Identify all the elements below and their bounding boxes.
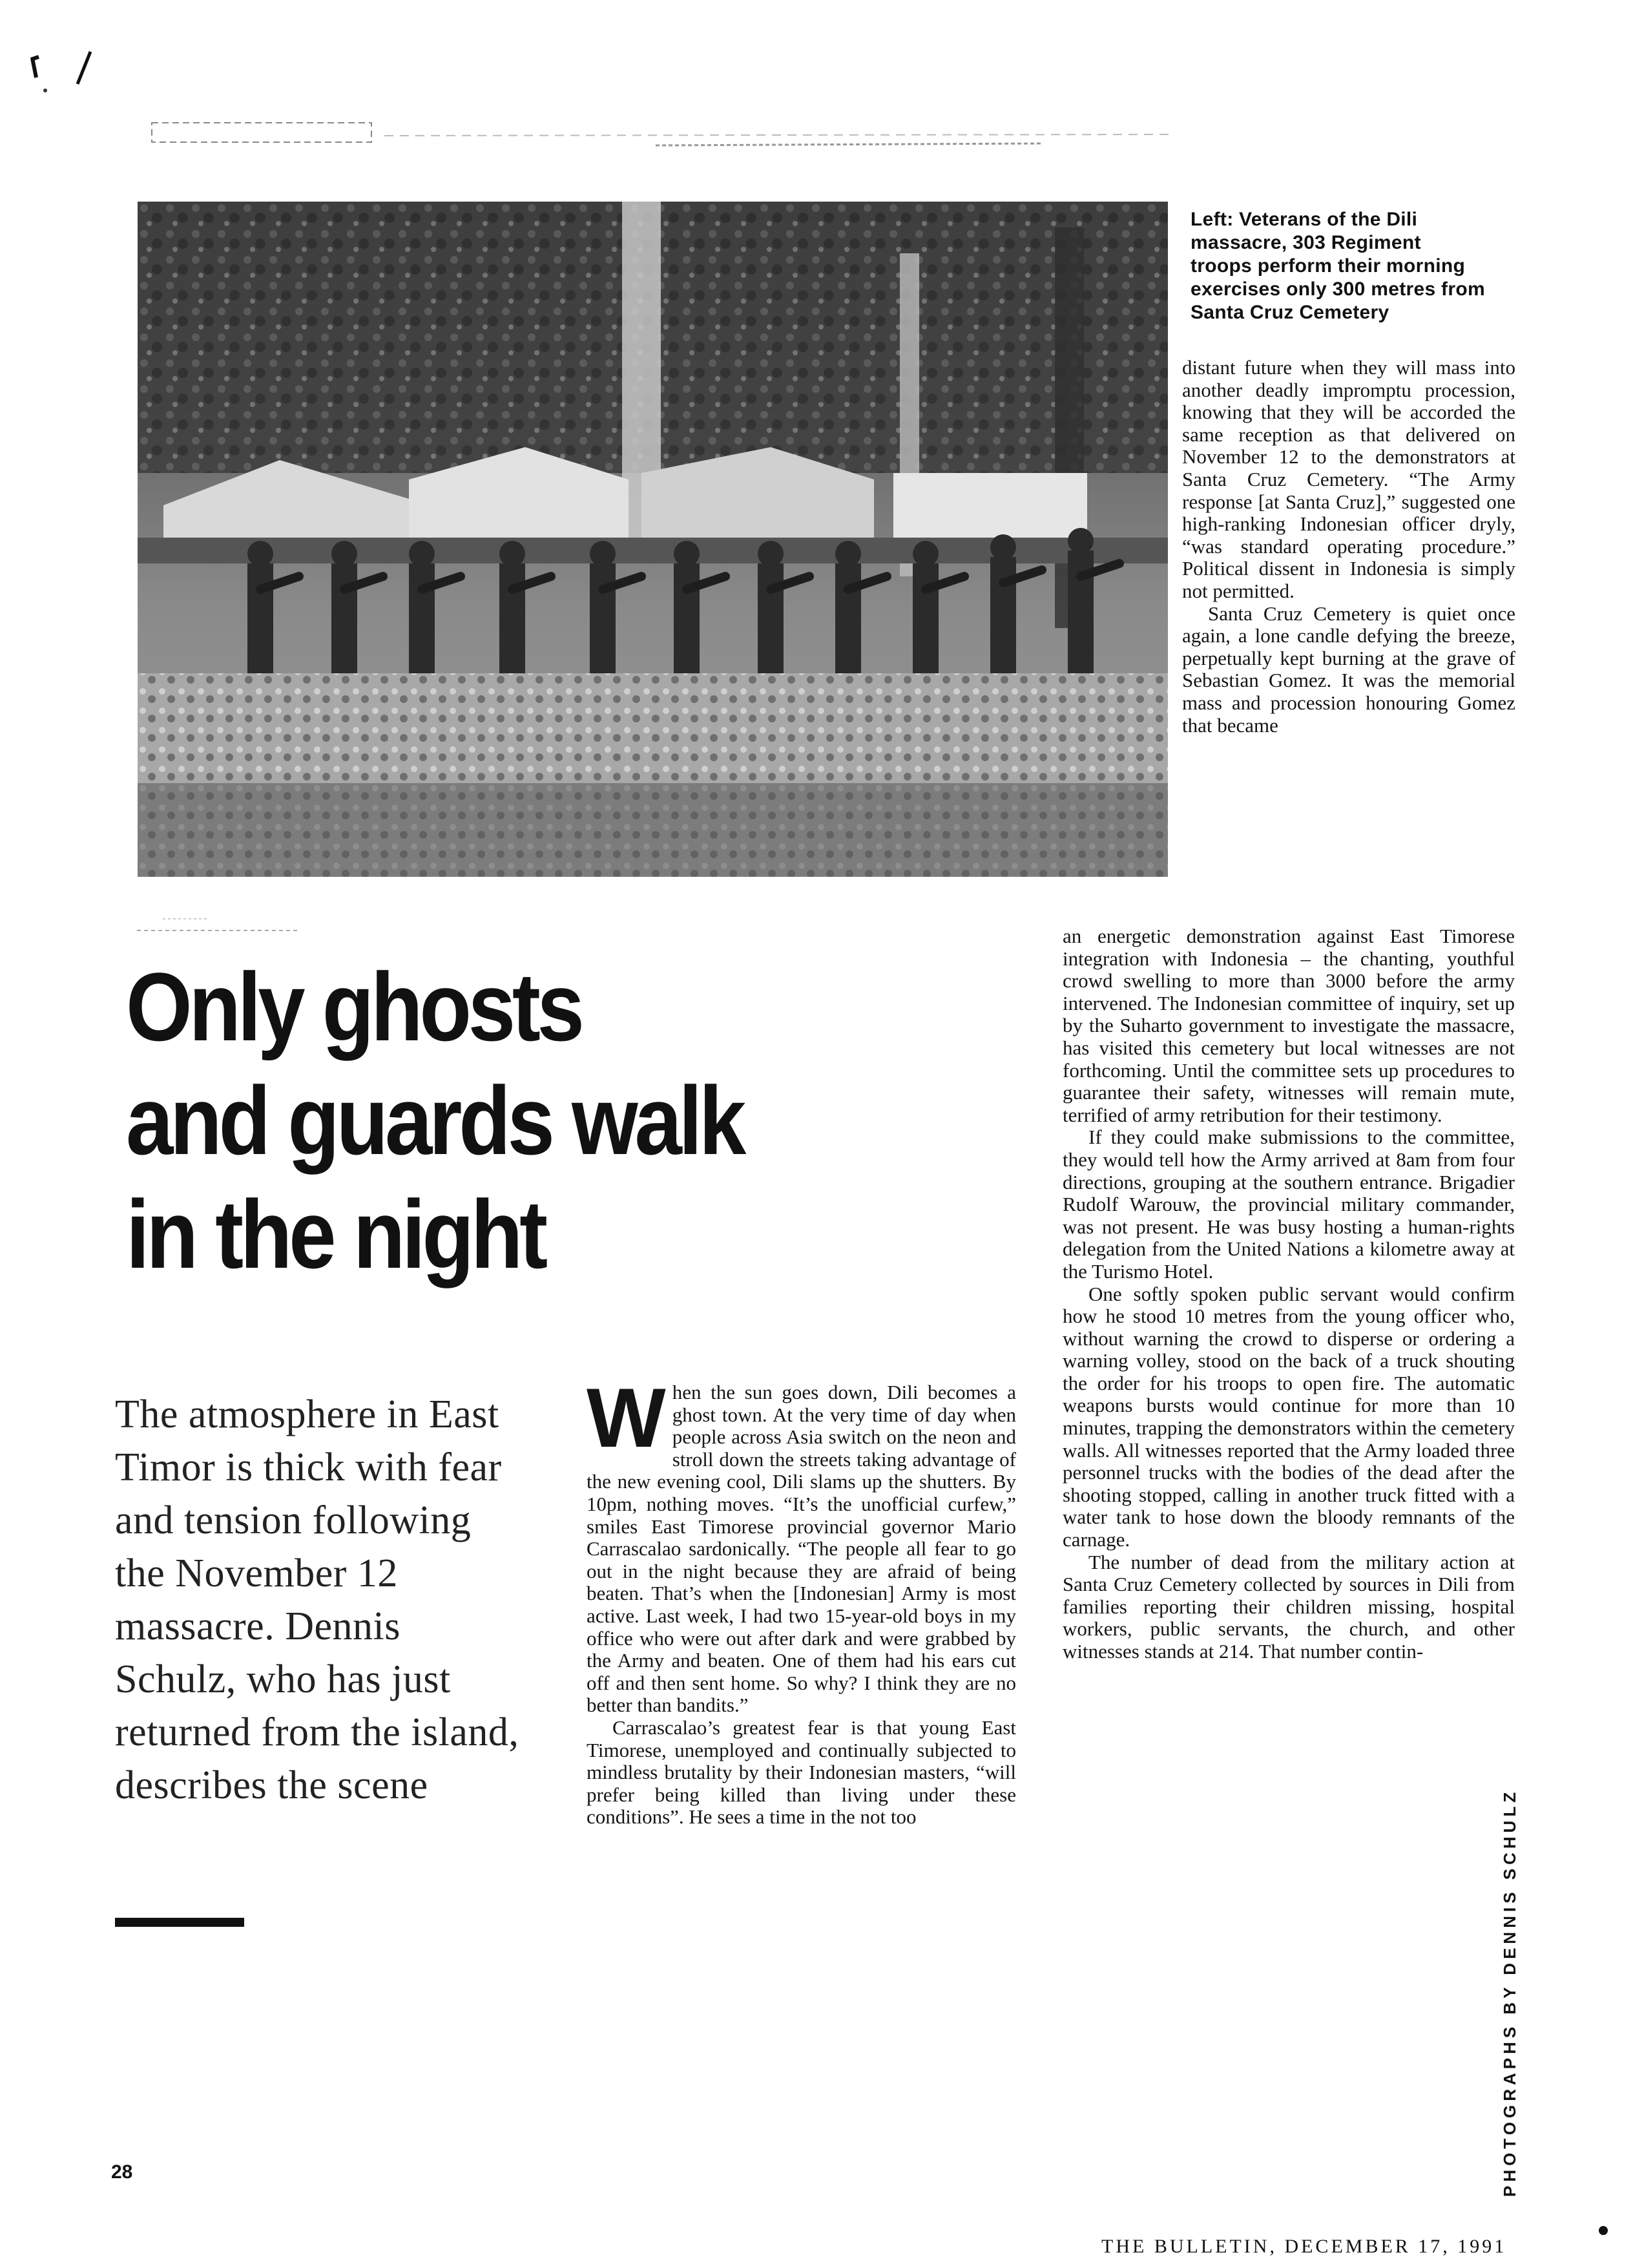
photo-caption: Left: Veterans of the Dili massacre, 303 Regiment troops perform their morning exercises only 300 metres from Santa Cruz Cemetery [1191, 209, 1485, 323]
photo-credit [1493, 1602, 1532, 2197]
headline-kicker-residue [137, 911, 298, 937]
article-paragraph: If they could make submissions to the committee, they would tell how the Army arrived at 8am from four directions, grouping at the southern entrance. Brigadier Rudolf Warouw, the provincial military commander, was not present. He was busy hosting a human-rights delegation from the United Nations a kilometre away at the Turismo Hotel. [1063, 1126, 1515, 1283]
scan-artifact-mark [19, 19, 110, 97]
article-column-right-upper [1182, 357, 1515, 737]
headline-line-3: in the night [126, 1180, 545, 1288]
article-column-middle [587, 1370, 1016, 1829]
article-paragraph: an energetic demonstration against East Timorese integration with Indonesia – the chanting, youthful crowd swelling to more than 3000 before the army intervened. The Indonesian committee of inquiry, set up by the Suharto government to investigate the massacre, has visited this cemetery but local witnesses are not forthcoming. Until the committee sets up procedures to guarantee their safety, witnesses will remain mute, terrified of army retribution for their testimony. [1063, 925, 1515, 1126]
article-paragraph: hen the sun goes down, Dili becomes a ghost town. At the very time of day when people across Asia switch on the neon and stroll down the streets taking advantage of the new evening cool, Dili slams up the shutters. By 10pm, nothing moves. “It’s the unofficial curfew,” smiles East Timorese provincial governor Mario Carrascalao sardonically. “The people all fear to go out in the night because they are afraid of being beaten. That’s when the [Indonesian] Army is most active. Last week, I had two 15-year-old boys in my office who were out after dark and were grabbed by the Army and beaten. One of them had his ears cut off and then sent home. So why? I think they are no better than bandits.” [587, 1381, 1016, 1717]
photo-credit-text: PHOTOGRAPHS BY DENNIS SCHULZ [1500, 1788, 1519, 2197]
headline-line-1: Only ghosts [126, 952, 581, 1061]
standfirst: The atmosphere in East Timor is thick with fear and tension following the November 12 massacre. Dennis Schulz, who has just returned from the island, describes the scene [115, 1392, 519, 1807]
soldiers-exercise-photo [138, 202, 1168, 877]
page-number: 28 [111, 2161, 133, 2183]
article-column-right-lower [1063, 925, 1515, 1663]
article-paragraph: One softly spoken public servant would confirm how he stood 10 metres from the young officer who, without warning the crowd to disperse or ordering a warning volley, stood on the back of a truck shouting the order for his troops to open fire. The automatic weapons bursts would continue for more than 10 minutes, trapping the demonstrators within the cemetery walls. All witnesses reported that the Army loaded three personnel trucks with the bodies of the dead after the shooting stopped, calling in another truck fitted with a water tank to hose down the bloody remnants of the carnage. [1063, 1282, 1515, 1551]
publication-footer: THE BULLETIN, DECEMBER 17, 1991 [1101, 2236, 1507, 2257]
article-paragraph: Carrascalao’s greatest fear is that young East Timorese, unemployed and continually subjected to mindless brutality by their Indonesian masters, “will prefer being killed than living under these conditions”. He sees a time in the not too [587, 1716, 1016, 1829]
standfirst-rule [115, 1918, 244, 1927]
section-header-strip [139, 110, 1185, 155]
scan-edge-mark [1599, 2226, 1608, 2235]
headline-line-2: and guards walk [126, 1066, 744, 1175]
headline [126, 950, 853, 1291]
article-paragraph: Santa Cruz Cemetery is quiet once again, a lone candle defying the breeze, perpetually kept burning at the grave of Sebastian Gomez. It was the memorial mass and procession honouring Gomez that became [1182, 602, 1515, 737]
article-paragraph: distant future when they will mass into another deadly impromptu procession, knowing that they will be accorded the same reception as that delivered on November 12 to the demonstrators at Santa Cruz Cemetery. “The Army response [at Santa Cruz],” suggested one high-ranking Indonesian officer dryly, “was standard operating procedure.” Political dissent in Indonesia is simply not permitted. [1182, 356, 1515, 602]
article-paragraph: The number of dead from the military action at Santa Cruz Cemetery collected by sources in Dili from families reporting their children missing, hospital workers, public servants, the church, and other witnesses stands at 214. That number contin- [1063, 1550, 1515, 1663]
drop-cap: W [587, 1370, 666, 1465]
